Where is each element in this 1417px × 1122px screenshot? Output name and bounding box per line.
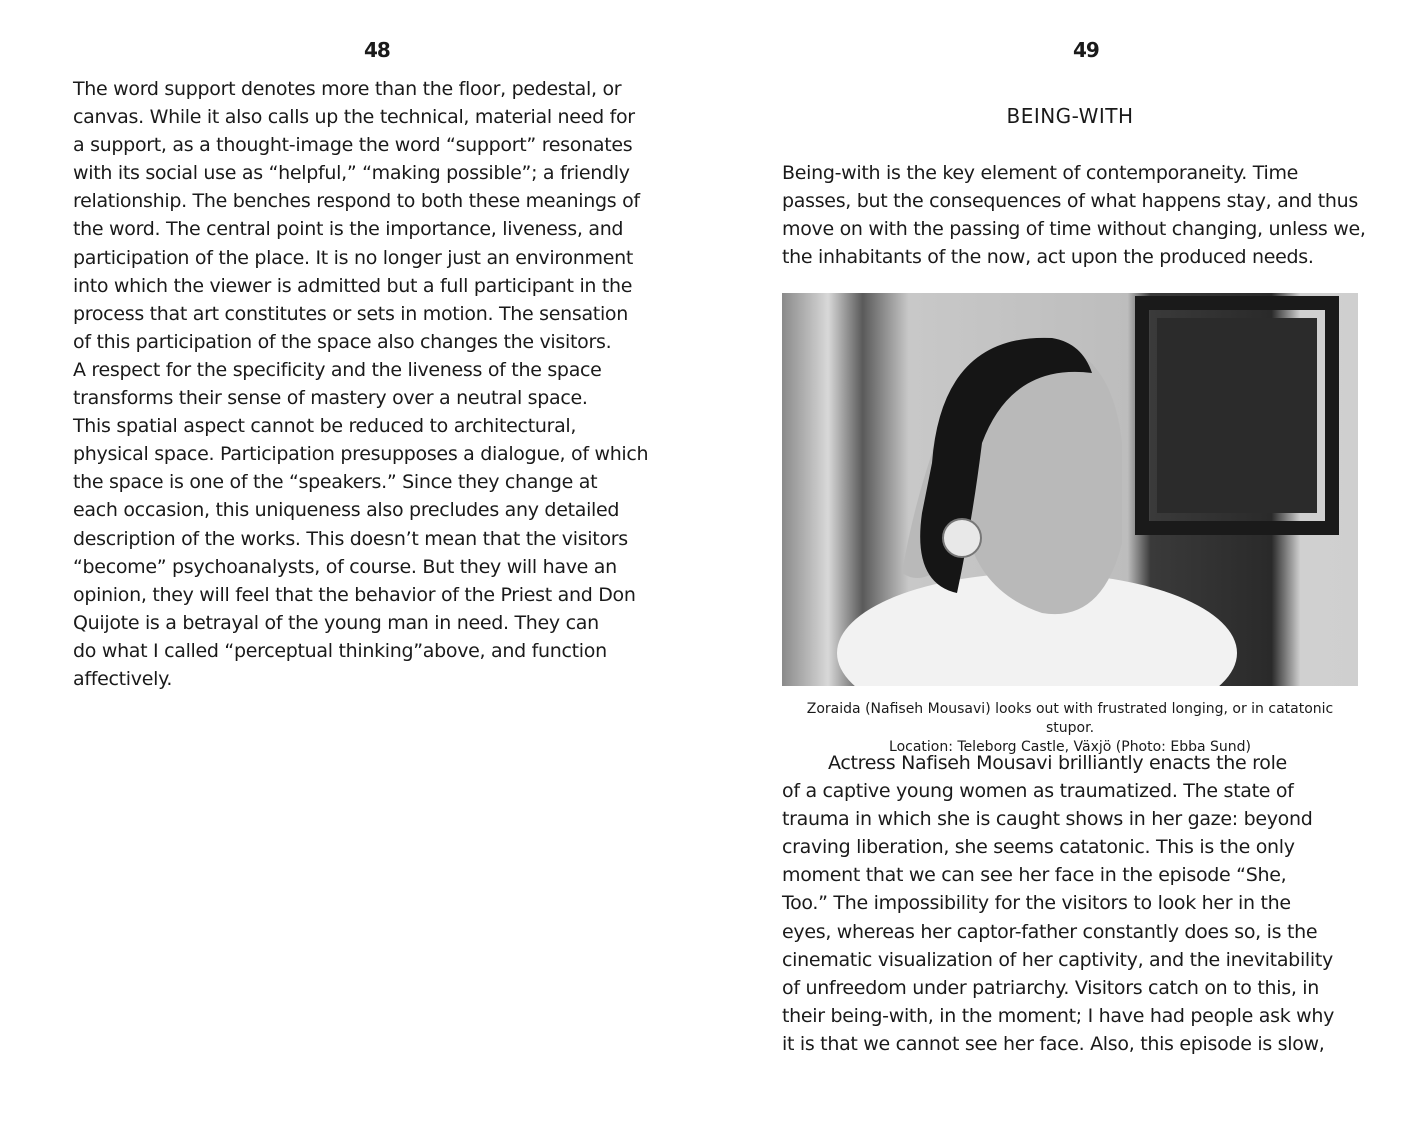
text-line: of unfreedom under patriarchy. Visitors catch on to this, in bbox=[782, 976, 1320, 999]
left-page-text bbox=[73, 75, 653, 693]
body-paragraph bbox=[782, 749, 1362, 1058]
text-line: relationship. The benches respond to both these meanings of bbox=[73, 190, 640, 213]
text-line: move on with the passing of time without changing, unless we, bbox=[782, 218, 1366, 241]
section-heading: BEING-WITH bbox=[1006, 104, 1134, 128]
text-line: canvas. While it also calls up the technical, material need for bbox=[73, 106, 635, 129]
text-line: the space is one of the “speakers.” Since they change at bbox=[73, 471, 598, 494]
text-line: Actress Nafiseh Mousavi brilliantly enacts the role bbox=[828, 752, 1287, 774]
text-line: Quijote is a betrayal of the young man in need. They can bbox=[73, 611, 599, 634]
page-number-right: 49 bbox=[1073, 38, 1099, 62]
caption-line: Location: Teleborg Castle, Växjö (Photo: Ebba Sund) bbox=[889, 739, 1251, 755]
text-line: opinion, they will feel that the behavior of the Priest and Don bbox=[73, 583, 636, 606]
text-line: affectively. bbox=[73, 667, 173, 690]
text-line: process that art constitutes or sets in motion. The sensation bbox=[73, 302, 628, 325]
text-line: description of the works. This doesn’t mean that the visitors bbox=[73, 527, 628, 550]
text-line: of this participation of the space also changes the visitors. bbox=[73, 330, 612, 353]
text-line: the inhabitants of the now, act upon the produced needs. bbox=[782, 246, 1314, 269]
text-line: Too.” The impossibility for the visitors to look her in the bbox=[782, 892, 1291, 915]
text-line: Being-with is the key element of contemporaneity. Time bbox=[782, 162, 1299, 184]
intro-paragraph bbox=[782, 159, 1366, 271]
text-line: their being-with, in the moment; I have had people ask why bbox=[782, 1004, 1335, 1027]
text-line: a support, as a thought-image the word “support” resonates bbox=[73, 134, 633, 157]
text-line: craving liberation, she seems catatonic. This is the only bbox=[782, 836, 1295, 859]
text-line: the word. The central point is the importance, liveness, and bbox=[73, 218, 624, 241]
text-line: it is that we cannot see her face. Also, this episode is slow, bbox=[782, 1032, 1325, 1055]
text-line: This spatial aspect cannot be reduced to architectural, bbox=[73, 415, 577, 438]
text-line: passes, but the consequences of what happens stay, and thus bbox=[782, 190, 1358, 213]
portrait-illustration bbox=[782, 293, 1358, 686]
text-line: do what I called “perceptual thinking”above, and function bbox=[73, 639, 607, 662]
text-line: eyes, whereas her captor-father constantly does so, is the bbox=[782, 920, 1318, 943]
text-line: participation of the place. It is no longer just an environment bbox=[73, 246, 633, 269]
text-line: with its social use as “helpful,” “making possible”; a friendly bbox=[73, 162, 630, 185]
text-line: A respect for the specificity and the liveness of the space bbox=[73, 358, 602, 381]
text-line: each occasion, this uniqueness also precludes any detailed bbox=[73, 499, 620, 522]
text-line: The word support denotes more than the floor, pedestal, or bbox=[73, 78, 622, 100]
text-line: transforms their sense of mastery over a neutral space. bbox=[73, 387, 588, 410]
text-line: cinematic visualization of her captivity, and the inevitability bbox=[782, 948, 1333, 971]
text-line: trauma in which she is caught shows in her gaze: beyond bbox=[782, 808, 1313, 831]
text-line: of a captive young women as traumatized. The state of bbox=[782, 780, 1294, 803]
caption-line: Zoraida (Nafiseh Mousavi) looks out with frustrated longing, or in catatonic stupor. bbox=[806, 701, 1334, 736]
page-number-left: 48 bbox=[364, 38, 390, 62]
text-line: moment that we can see her face in the episode “She, bbox=[782, 864, 1287, 887]
text-line: physical space. Participation presupposes a dialogue, of which bbox=[73, 443, 649, 466]
portrait-photo bbox=[782, 293, 1358, 686]
text-line: “become” psychoanalysts, of course. But they will have an bbox=[73, 555, 617, 578]
text-line: into which the viewer is admitted but a full participant in the bbox=[73, 274, 633, 297]
